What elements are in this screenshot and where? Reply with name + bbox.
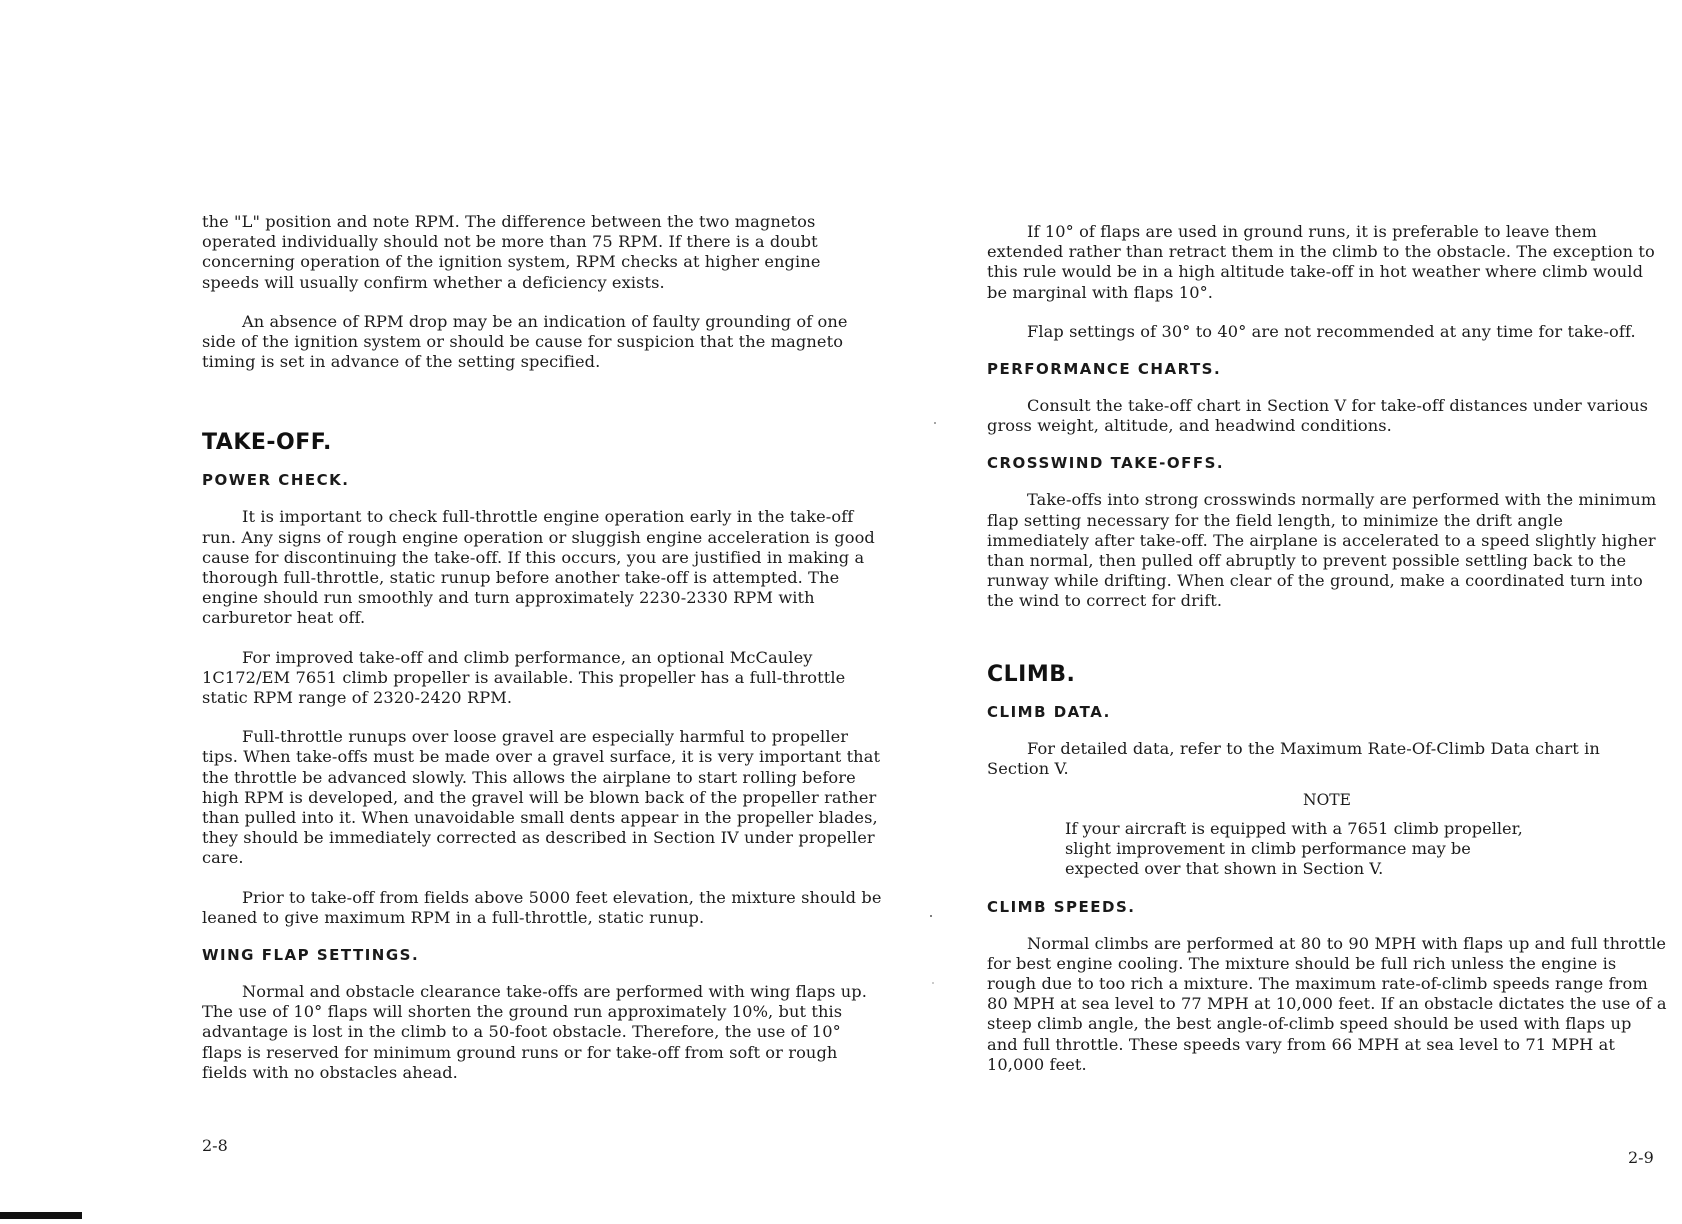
note-text: If your aircraft is equipped with a 7651 climb propeller, slight improvement in climb performance may be expected over that shown in Section V. bbox=[1065, 819, 1523, 879]
climb-speeds-heading: CLIMB SPEEDS. bbox=[987, 897, 1136, 916]
paragraph: For detailed data, refer to the Maximum Rate-Of-Climb Data chart in Section V. bbox=[987, 738, 1600, 778]
paragraph: It is important to check full-throttle engine operation early in the take-off run. Any signs of rough engine operation or sluggish engine acceleration is good cause for discontinuing the take-off. If this occurs, you are justified in making a thorough full-throttle, static runup before another take-off is attempted. The engine should run smoothly and turn approximately 2230-2330 RPM with carburetor heat off. bbox=[202, 507, 875, 628]
climb-heading: CLIMB. bbox=[987, 661, 1076, 687]
scan-edge-mark bbox=[0, 1212, 82, 1219]
paragraph: Flap settings of 30° to 40° are not recommended at any time for take-off. bbox=[1027, 321, 1636, 341]
scan-speck bbox=[930, 915, 932, 917]
left-page bbox=[202, 212, 882, 1083]
note-title: NOTE bbox=[1303, 791, 1351, 810]
climb-data-heading: CLIMB DATA. bbox=[987, 702, 1111, 721]
paragraph: An absence of RPM drop may be an indication of faulty grounding of one side of the ignition system or should be cause for suspicion that the magneto timing is set in advance of the setting specified. bbox=[202, 311, 848, 372]
paragraph: Normal climbs are performed at 80 to 90 MPH with flaps up and full throttle for best engine cooling. The mixture should be full rich unless the engine is rough due to too rich a mixture. The maximum rate-of-climb speeds range from 80 MPH at sea level to 77 MPH at 10,000 feet. If an obstacle dictates the use of a steep climb angle, the best angle-of-climb speed should be used with flaps up and full throttle. These speeds vary from 66 MPH at sea level to 71 MPH at 10,000 feet. bbox=[987, 933, 1667, 1074]
paragraph: Full-throttle runups over loose gravel are especially harmful to propeller tips. When take-offs must be made over a gravel surface, it is very important that the throttle be advanced slowly. This allows the airplane to start rolling before high RPM is developed, and the gravel will be blown back of the propeller rather than pulled into it. When unavoidable small dents appear in the propeller blades, they should be immediately corrected as described in Section IV under propeller care. bbox=[202, 727, 881, 868]
page-number: 2-8 bbox=[202, 1136, 228, 1155]
scan-speck bbox=[932, 982, 934, 984]
paragraph: Consult the take-off chart in Section V for take-off distances under various gross weight, altitude, and headwind conditions. bbox=[987, 396, 1649, 436]
right-page bbox=[987, 222, 1667, 1075]
takeoff-heading: TAKE-OFF. bbox=[202, 430, 332, 456]
paragraph: If 10° of flaps are used in ground runs, it is preferable to leave them extended rather than retract them in the climb to the obstacle. The exception to this rule would be in a high altitude take-off in hot weather where climb would be marginal with flaps 10°. bbox=[987, 222, 1655, 302]
crosswind-takeoffs-heading: CROSSWIND TAKE-OFFS. bbox=[987, 454, 1225, 473]
paragraph: the "L" position and note RPM. The difference between the two magnetos operated individually should not be more than 75 RPM. If there is a doubt concerning operation of the ignition system, RPM checks at higher engine speeds will usually confirm whether a deficiency exists. bbox=[202, 212, 821, 292]
paragraph: Normal and obstacle clearance take-offs are performed with wing flaps up. The use of 10° flaps will shorten the ground run approximately 10%, but this advantage is lost in the climb to a 50-foot obstacle. Therefore, the use of 10° flaps is reserved for minimum ground runs or for take-off from soft or rough fields with no obstacles ahead. bbox=[202, 982, 868, 1082]
power-check-heading: POWER CHECK. bbox=[202, 471, 350, 490]
wing-flap-settings-heading: WING FLAP SETTINGS. bbox=[202, 946, 420, 965]
paragraph: Take-offs into strong crosswinds normally are performed with the minimum flap setting necessary for the field length, to minimize the drift angle immediately after take-off. The airplane is accelerated to a speed slightly higher than normal, then pulled off abruptly to prevent possible settling back to the runway while drifting. When clear of the ground, make a coordinated turn into the wind to correct for drift. bbox=[987, 490, 1657, 611]
performance-charts-heading: PERFORMANCE CHARTS. bbox=[987, 360, 1222, 379]
scan-speck bbox=[934, 422, 936, 424]
paragraph: Prior to take-off from fields above 5000 feet elevation, the mixture should be leaned to give maximum RPM in a full-throttle, static runup. bbox=[202, 887, 882, 927]
page-number: 2-9 bbox=[1628, 1148, 1654, 1167]
paragraph: For improved take-off and climb performance, an optional McCauley 1C172/EM 7651 climb propeller is available. This propeller has a full-throttle static RPM range of 2320-2420 RPM. bbox=[202, 647, 846, 708]
